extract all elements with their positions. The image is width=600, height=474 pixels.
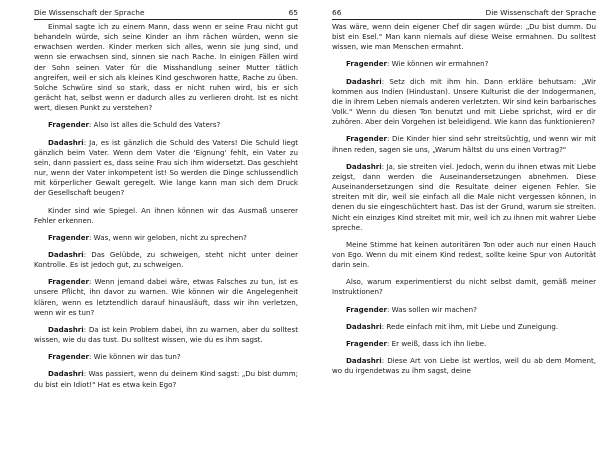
dialogue-paragraph: Dadashri: Da ist kein Problem dabei, ihn zu warnen, aber du solltest wissen, wie du das tust. Du solltest wissen, wie du es ihm sagst. (34, 324, 298, 345)
dialogue-paragraph: Dadashri: Das Gelübde, zu schweigen, steht nicht unter deiner Kontrolle. Es ist jedoch gut, zu schweigen. (34, 249, 298, 270)
paragraph: Also, warum experimentierst du nicht selbst damit, gemäß meiner Instruktionen? (332, 277, 596, 297)
paragraph: Was wäre, wenn dein eigener Chef dir sagen würde: „Du bist dumm. Du bist ein Esel." Man kann niemals auf diese Weise ermahnen. Du solltest wissen, wie man Menschen ermahnt. (332, 22, 596, 52)
running-head-title: Die Wissenschaft der Sprache (485, 8, 596, 17)
speaker-label: Dadashri (346, 321, 382, 331)
paragraph: Meine Stimme hat keinen autoritären Ton oder auch nur einen Hauch von Ego. Wenn du mit einem Kind redest, sollte keine Spur von Autorität darin sein. (332, 239, 596, 270)
dialogue-paragraph: Dadashri: Diese Art von Liebe ist wertlos, weil du ab dem Moment, wo du irgendetwas zu ihm sagst, deine (332, 356, 596, 376)
speaker-label: Fragender (48, 352, 90, 362)
dialogue-paragraph: Fragender: Wie können wir das tun? (48, 352, 181, 362)
dialogue-paragraph: Dadashri: Setz dich mit ihm hin. Dann erkläre behutsam: „Wir kommen aus Indien (Hindustan). Unsere Kulturist die der Indogermanen, die in ihrem Leben niemals anderen verletzten. Wir sind kein barbarisches Volk." Wenn du diesen Ton benutzt und mit Liebe sprichst, wird er dir zuhören. Aber dein Vorgehen ist beleidigend. Wie kann das funktionieren? (332, 76, 596, 127)
speaker-label: Dadashri (48, 369, 84, 379)
page-number: 65 (288, 8, 298, 17)
dialogue-paragraph: Fragender: Was sollen wir machen? (346, 304, 477, 314)
dialogue-paragraph: Dadashri: Ja, es ist gänzlich die Schuld des Vaters! Die Schuld liegt gänzlich beim Vater. Wenn dem Vater die 'Eignung' fehlt, ein Vater zu sein, dann passiert es, dass seine Frau sich ihm widersetzt. Das geschieht nur, wenn der Vater inkompetent ist! So werden die Dinge schlussendlich mit körperlicher Gewalt geregelt. Wie lange kann man sich dem Druck der Gesellschaft beugen? (34, 137, 298, 198)
dialogue-paragraph: Fragender: Er weiß, dass ich ihn liebe. (346, 338, 487, 348)
left-page (34, 0, 298, 474)
dialogue-paragraph: Dadashri: Rede einfach mit ihm, mit Liebe und Zuneigung. (346, 321, 559, 331)
paragraph: Kinder sind wie Spiegel. An ihnen können wir das Ausmaß unserer Fehler erkennen. (34, 205, 298, 225)
speaker-label: Fragender (346, 59, 388, 69)
speaker-label: Dadashri (48, 249, 84, 259)
page-number: 66 (332, 8, 342, 17)
speaker-label: Fragender (346, 304, 388, 314)
page-body (34, 22, 298, 474)
paragraph: Einmal sagte ich zu einem Mann, dass wenn er seine Frau nicht gut behandeln würde, sich seine Kinder an ihm rächen würden, wenn sie erwachsen werden. Kinder merken sich alles, wenn sie jung sind, und wenn sie erwachsen sind, sinnen sie nach Rache. In einigen Fällen wird der Sohn seinen Vater für die Misshandlung seiner Mutter tätlich angreifen, weil er sich als kleines Kind geschworen hatte, Rache zu üben. Solche Schwüre sind so stark, dass er nicht ruhen wird, bis er sich gerächt hat, selbst wenn er dadurch alles zu verlieren droht. Ist es nicht wert, diesen Punkt zu verstehen? (34, 22, 298, 113)
dialogue-paragraph: Fragender: Wenn jemand dabei wäre, etwas Falsches zu tun, ist es unsere Pflicht, ihn davor zu warnen. Wie können wir die Angelegenheit klären, wenn es letztendlich darauf hinausläuft, dass wir ihn verletzen, wenn wir es tun? (34, 277, 298, 317)
speaker-label: Dadashri (346, 161, 382, 171)
dialogue-paragraph: Fragender: Wie können wir ermahnen? (346, 59, 489, 69)
running-head-title: Die Wissenschaft der Sprache (34, 8, 145, 17)
speaker-label: Dadashri (346, 76, 382, 86)
running-header (34, 6, 298, 20)
page-body (332, 22, 596, 474)
speaker-label: Dadashri (346, 356, 382, 366)
running-header (332, 6, 596, 20)
dialogue-paragraph: Dadashri: Ja, sie streiten viel. Jedoch, wenn du ihnen etwas mit Liebe zeigst, dann werden die Auseinandersetzungen abnehmen. Diese Auseinandersetzungen sind die Resultate deiner eigenen Fehler. Sie streiten mit dir, weil sie einfach all die Male nicht vergessen können, in denen du sie eingeschüchtert hast. Das ist der Grund, warum sie streiten. Nicht ein einziges Kind streitet mit mir, weil ich zu ihnen mit wahrer Liebe spreche. (332, 161, 596, 232)
dialogue-paragraph: Fragender: Die Kinder hier sind sehr streitsüchtig, und wenn wir mit ihnen reden, sagen sie uns, „Warum hältst du uns einen Vortrag?" (332, 134, 596, 154)
speaker-label: Dadashri (48, 324, 84, 334)
dialogue-paragraph: Fragender: Was, wenn wir geloben, nicht zu sprechen? (48, 232, 247, 242)
speaker-label: Fragender (346, 338, 388, 348)
speaker-label: Dadashri (48, 137, 84, 147)
dialogue-paragraph: Dadashri: Was passiert, wenn du deinem Kind sagst: „Du bist dumm; du bist ein Idiot!" Hat es etwa kein Ego? (34, 369, 298, 389)
right-page (332, 0, 596, 474)
speaker-label: Fragender (48, 232, 90, 242)
dialogue-paragraph: Fragender: Also ist alles die Schuld des Vaters? (48, 120, 221, 130)
speaker-label: Fragender (48, 277, 90, 287)
speaker-label: Fragender (346, 134, 388, 144)
speaker-label: Fragender (48, 120, 90, 130)
